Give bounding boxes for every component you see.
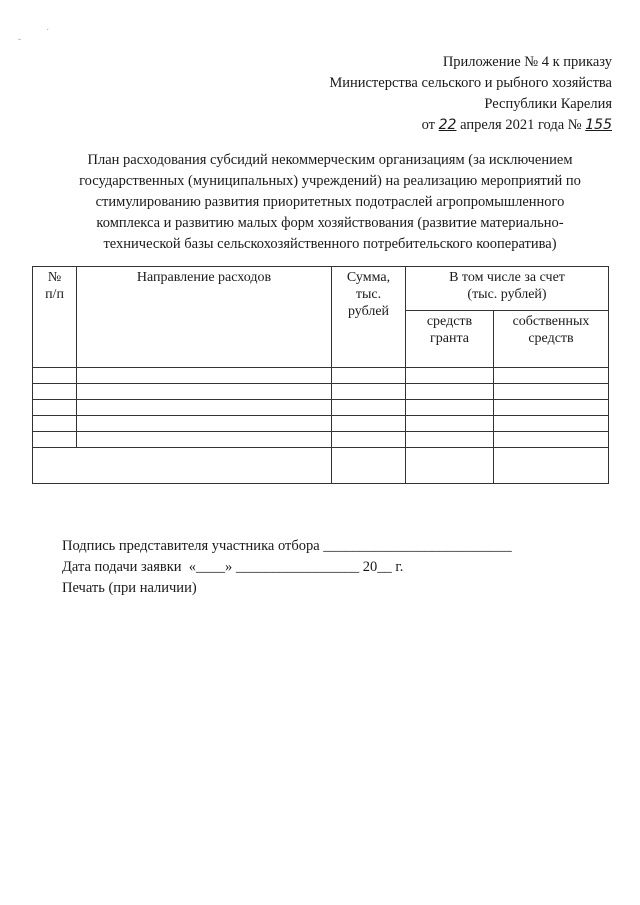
table-cell[interactable] <box>406 368 494 384</box>
table-cell[interactable] <box>33 384 77 400</box>
date-prefix: от <box>421 117 439 133</box>
table-row <box>33 368 609 384</box>
table-cell[interactable] <box>33 432 77 448</box>
header-line: Министерства сельского и рыбного хозяйства <box>329 75 612 91</box>
header-text: собственных <box>512 314 590 329</box>
date-day-blank[interactable]: ____ <box>196 559 226 575</box>
scan-mark: - <box>18 34 21 44</box>
title-line: технической базы сельскохозяйственного потребительского кооператива) <box>103 236 557 252</box>
table-cell[interactable] <box>406 432 494 448</box>
header-cell-number <box>33 267 77 368</box>
header-text: Направление расходов <box>136 270 272 285</box>
table-cell[interactable] <box>77 384 332 400</box>
table-cell[interactable] <box>33 400 77 416</box>
header-cell-own-funds <box>494 311 609 368</box>
header-text: (тыс. рублей) <box>467 287 547 302</box>
table-cell[interactable] <box>77 400 332 416</box>
header-line: Республики Карелия <box>484 96 612 112</box>
submission-date-line <box>62 557 512 578</box>
table-cell[interactable] <box>406 400 494 416</box>
date-year-blank[interactable]: __ <box>377 559 392 575</box>
table-cell[interactable] <box>332 448 406 484</box>
title-line: комплекса и развитию малых форм хозяйствования (развитие материально- <box>96 215 564 231</box>
table-cell[interactable] <box>494 416 609 432</box>
table-cell[interactable] <box>406 448 494 484</box>
header-cell-including <box>406 267 609 311</box>
header-cell-direction <box>77 267 332 368</box>
table-cell[interactable] <box>332 416 406 432</box>
title-line: государственных (муниципальных) учреждений) на реализацию мероприятий по <box>79 173 581 189</box>
header-date-line <box>329 115 612 136</box>
table-row <box>33 384 609 400</box>
table-cell[interactable] <box>332 384 406 400</box>
header-text: Сумма, <box>346 270 391 285</box>
date-month-blank[interactable]: _________________ <box>235 559 360 575</box>
table-cell[interactable] <box>494 368 609 384</box>
table-cell[interactable] <box>494 432 609 448</box>
expense-plan-table <box>32 266 609 484</box>
table-cell[interactable] <box>406 416 494 432</box>
handwritten-order-number: 155 <box>585 117 612 133</box>
header-text: средств <box>426 314 473 329</box>
seal-line: Печать (при наличии) <box>62 580 197 596</box>
table-cell[interactable] <box>332 432 406 448</box>
header-text: гранта <box>430 331 469 346</box>
table-row <box>33 432 609 448</box>
date-year: 20 <box>359 559 378 575</box>
date-suffix: г. <box>391 559 404 575</box>
header-text: п/п <box>45 287 64 302</box>
header-text: тыс. <box>355 287 382 302</box>
scan-mark: ˏ <box>46 20 49 30</box>
header-text: рублей <box>347 304 390 319</box>
header-text: средств <box>528 331 574 346</box>
signature-blank[interactable]: __________________________ <box>323 538 512 554</box>
handwritten-day: 22 <box>438 117 457 133</box>
header-text: В том числе за счет <box>449 270 565 285</box>
date-rest: апреля 2021 года № <box>456 117 586 133</box>
table-cell[interactable] <box>332 400 406 416</box>
table-cell[interactable] <box>77 432 332 448</box>
title-line: План расходования субсидий некоммерческим организациям (за исключением <box>87 152 573 168</box>
date-mid: » <box>225 559 236 575</box>
header-text: № <box>47 270 62 285</box>
table-row-total <box>33 448 609 484</box>
signature-label: Подпись представителя участника отбора <box>62 538 324 554</box>
appendix-header <box>329 52 612 136</box>
table-cell[interactable] <box>33 368 77 384</box>
table-cell[interactable] <box>33 416 77 432</box>
table-cell[interactable] <box>77 416 332 432</box>
table-cell[interactable] <box>33 448 332 484</box>
table-cell[interactable] <box>494 400 609 416</box>
date-label: Дата подачи заявки « <box>62 559 197 575</box>
signature-block <box>62 536 512 599</box>
header-cell-sum <box>332 267 406 368</box>
table-cell[interactable] <box>494 448 609 484</box>
table-cell[interactable] <box>332 368 406 384</box>
table-cell[interactable] <box>77 368 332 384</box>
table-row <box>33 416 609 432</box>
table-row <box>33 400 609 416</box>
document-title <box>60 150 600 255</box>
title-line: стимулированию развития приоритетных подотраслей агропромышленного <box>95 194 565 210</box>
signature-line <box>62 536 512 557</box>
table-cell[interactable] <box>494 384 609 400</box>
header-cell-grant <box>406 311 494 368</box>
header-line: Приложение № 4 к приказу <box>442 54 612 70</box>
table-cell[interactable] <box>406 384 494 400</box>
